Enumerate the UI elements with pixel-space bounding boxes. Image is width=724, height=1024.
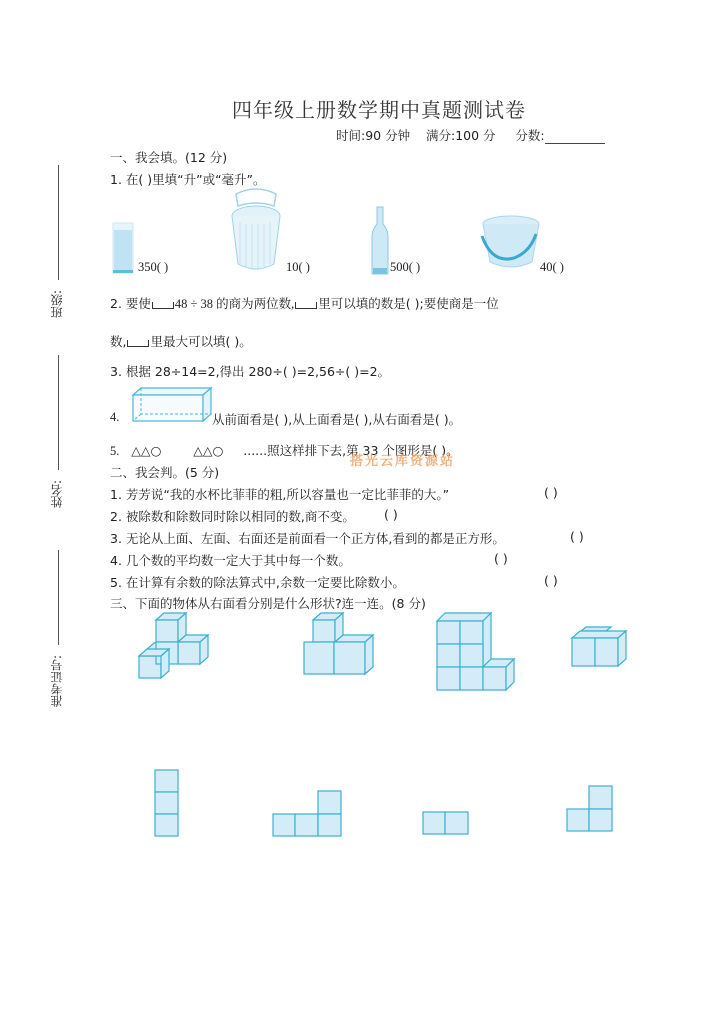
cube-stack-2-icon xyxy=(303,612,375,678)
judge-blank-3[interactable]: ( ) xyxy=(570,529,584,544)
page-title: 四年级上册数学期中真题测试卷 xyxy=(232,98,526,122)
judge-item-1: 1. 芳芳说“我的水杯比菲菲的粗,所以容量也一定比菲菲的大。” xyxy=(110,487,450,502)
view-horizontal-2-icon xyxy=(422,811,470,837)
q1-item-1: 350( ) xyxy=(138,260,169,274)
exam-time: 时间:90 分钟 xyxy=(336,128,411,143)
wooden-bucket-icon xyxy=(228,186,284,276)
q1-text: 1. 在( )里填“升”或“毫升”。 xyxy=(110,172,266,187)
q1-item-3: 500( ) xyxy=(390,260,421,274)
section3-heading: 三、下面的物体从右面看分别是什么形状?连一连。(8 分) xyxy=(110,596,426,611)
q5-line: 5. △△○ △△○ ......照这样排下去,第 33 个图形是( )。 xyxy=(110,443,459,458)
judge-blank-5[interactable]: ( ) xyxy=(544,573,558,588)
exam-id-label: 准考证号: xyxy=(50,655,64,708)
pattern-1: △△○ xyxy=(131,443,162,458)
cuboid-icon xyxy=(132,387,212,423)
water-glass-icon xyxy=(112,222,136,274)
blank-box xyxy=(295,302,317,309)
class-label: 班级: xyxy=(50,290,64,319)
judge-blank-1[interactable]: ( ) xyxy=(544,485,558,500)
exam-full-score: 满分:100 分 xyxy=(426,128,496,143)
q4-number: 4. xyxy=(110,410,120,424)
q2-line2: 数, 里最大可以填( )。 xyxy=(110,334,252,349)
q3-text: 3. 根据 28÷14=2,得出 280÷( )=2,56÷( )=2。 xyxy=(110,364,391,379)
q1-item-4: 40( ) xyxy=(540,260,564,274)
section1-heading: 一、我会填。(12 分) xyxy=(110,150,228,165)
name-line xyxy=(58,355,59,470)
exam-id-line xyxy=(58,550,59,645)
section2-heading: 二、我会判。(5 分) xyxy=(110,465,220,480)
judge-blank-4[interactable]: ( ) xyxy=(494,551,508,566)
blank-box xyxy=(127,340,149,347)
q4-text: 从前面看是( ),从上面看是( ),从右面看是( )。 xyxy=(212,412,462,427)
view-l-shape-3-icon xyxy=(566,785,614,833)
score-label: 分数: xyxy=(515,128,545,143)
q2-line1: 2. 要使 48 ÷ 38 的商为两位数, 里可以填的数是( );要使商是一位 xyxy=(110,296,499,311)
view-l-shape-4-icon xyxy=(272,790,344,838)
cube-stack-3-icon xyxy=(436,612,516,692)
judge-item-4: 4. 几个数的平均数一定大于其中每一个数。 xyxy=(110,553,351,568)
judge-item-5: 5. 在计算有余数的除法算式中,余数一定要比除数小。 xyxy=(110,575,405,590)
q1-item-2: 10( ) xyxy=(286,260,310,274)
glass-bottle-icon xyxy=(370,206,390,276)
cube-stack-4-icon xyxy=(571,626,629,670)
pattern-2: △△○ xyxy=(193,443,224,458)
exam-meta xyxy=(336,126,605,144)
judge-item-2: 2. 被除数和除数同时除以相同的数,商不变。 xyxy=(110,509,355,524)
judge-blank-2[interactable]: ( ) xyxy=(384,507,398,522)
cube-stack-1-icon xyxy=(138,612,214,688)
view-vertical-3-icon xyxy=(154,769,180,839)
plastic-bucket-icon xyxy=(480,214,544,272)
name-label: 姓名: xyxy=(50,480,64,509)
score-field[interactable] xyxy=(545,131,605,144)
watermark: 搭光云库资源站 xyxy=(350,454,456,469)
judge-item-3: 3. 无论从上面、左面、右面还是前面看一个正方体,看到的都是正方形。 xyxy=(110,531,505,546)
blank-box xyxy=(152,302,174,309)
class-line xyxy=(58,165,59,280)
